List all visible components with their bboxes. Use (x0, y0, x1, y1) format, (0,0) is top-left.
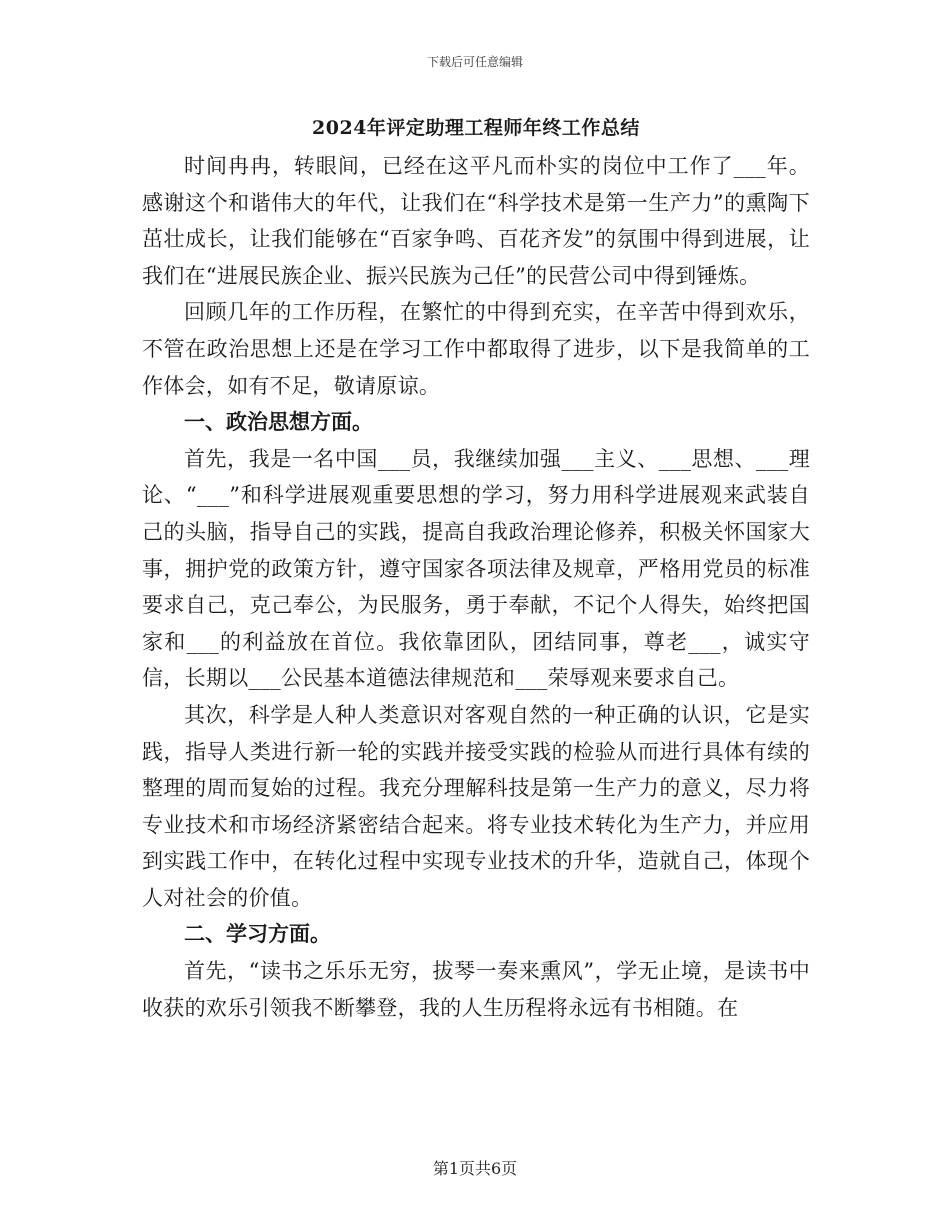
document-title: 2024年评定助理工程师年终工作总结 (312, 117, 640, 139)
section-heading-political: 一、政治思想方面。 (184, 409, 373, 435)
paragraph-political-2: 其次，科学是人种人类意识对客观自然的一种正确的认识，它是实践，指导人类进行新一轮的实践并接受实践的检验从而进行具体有续的整理的周而复始的过程。我充分理解科技是第一生产力的意义，尽力将专业技术和市场经济紧密结合起来。将专业技术转化为生产力，并应用到实践工作中，在转化过程中实现专业技术的升华，造就自己，体现个人对社会的价值。 (142, 702, 810, 910)
paragraph-political-1: 首先，我是一名中国___员，我继续加强___主义、___思想、___理论、“___”和科学进展观重要思想的学习，努力用科学进展观来武装自己的头脑，指导自己的实践，提高自我政治理论修养，积极关怀国家大事，拥护党的政策方针，遵守国家各项法律及规章，严格用党员的标准要求自己，克己奉公，为民服务，勇于奉献，不记个人得失，始终把国家和___的利益放在首位。我依靠团队，团结同事，尊老___，诚实守信，长期以___公民基本道德法律规范和___荣辱观来要求自己。 (142, 446, 810, 691)
paragraph-intro-1: 时间冉冉，转眼间，已经在这平凡而朴实的岗位中工作了___年。感谢这个和谐伟大的年代，让我们在“科学技术是第一生产力”的熏陶下茁壮成长，让我们能够在“百家争鸣、百花齐发”的氛围中得到进展，让我们在“进展民族企业、振兴民族为己任”的民营公司中得到锤炼。 (142, 154, 810, 288)
paragraph-intro-2: 回顾几年的工作历程，在繁忙的中得到充实，在辛苦中得到欢乐，不管在政治思想上还是在学习工作中都取得了进步，以下是我简单的工作体会，如有不足，敬请原谅。 (142, 300, 810, 398)
section-heading-study: 二、学习方面。 (184, 921, 331, 947)
header-note: 下载后可任意编辑 (426, 55, 523, 69)
paragraph-study-1: 首先，“读书之乐乐无穷，拔琴一奏来熏风”，学无止境，是读书中收获的欢乐引领我不断攀登，我的人生历程将永远有书相随。在 (142, 959, 810, 1020)
document-body (142, 112, 810, 1026)
page-footer: 第1页共6页 (432, 1159, 518, 1178)
